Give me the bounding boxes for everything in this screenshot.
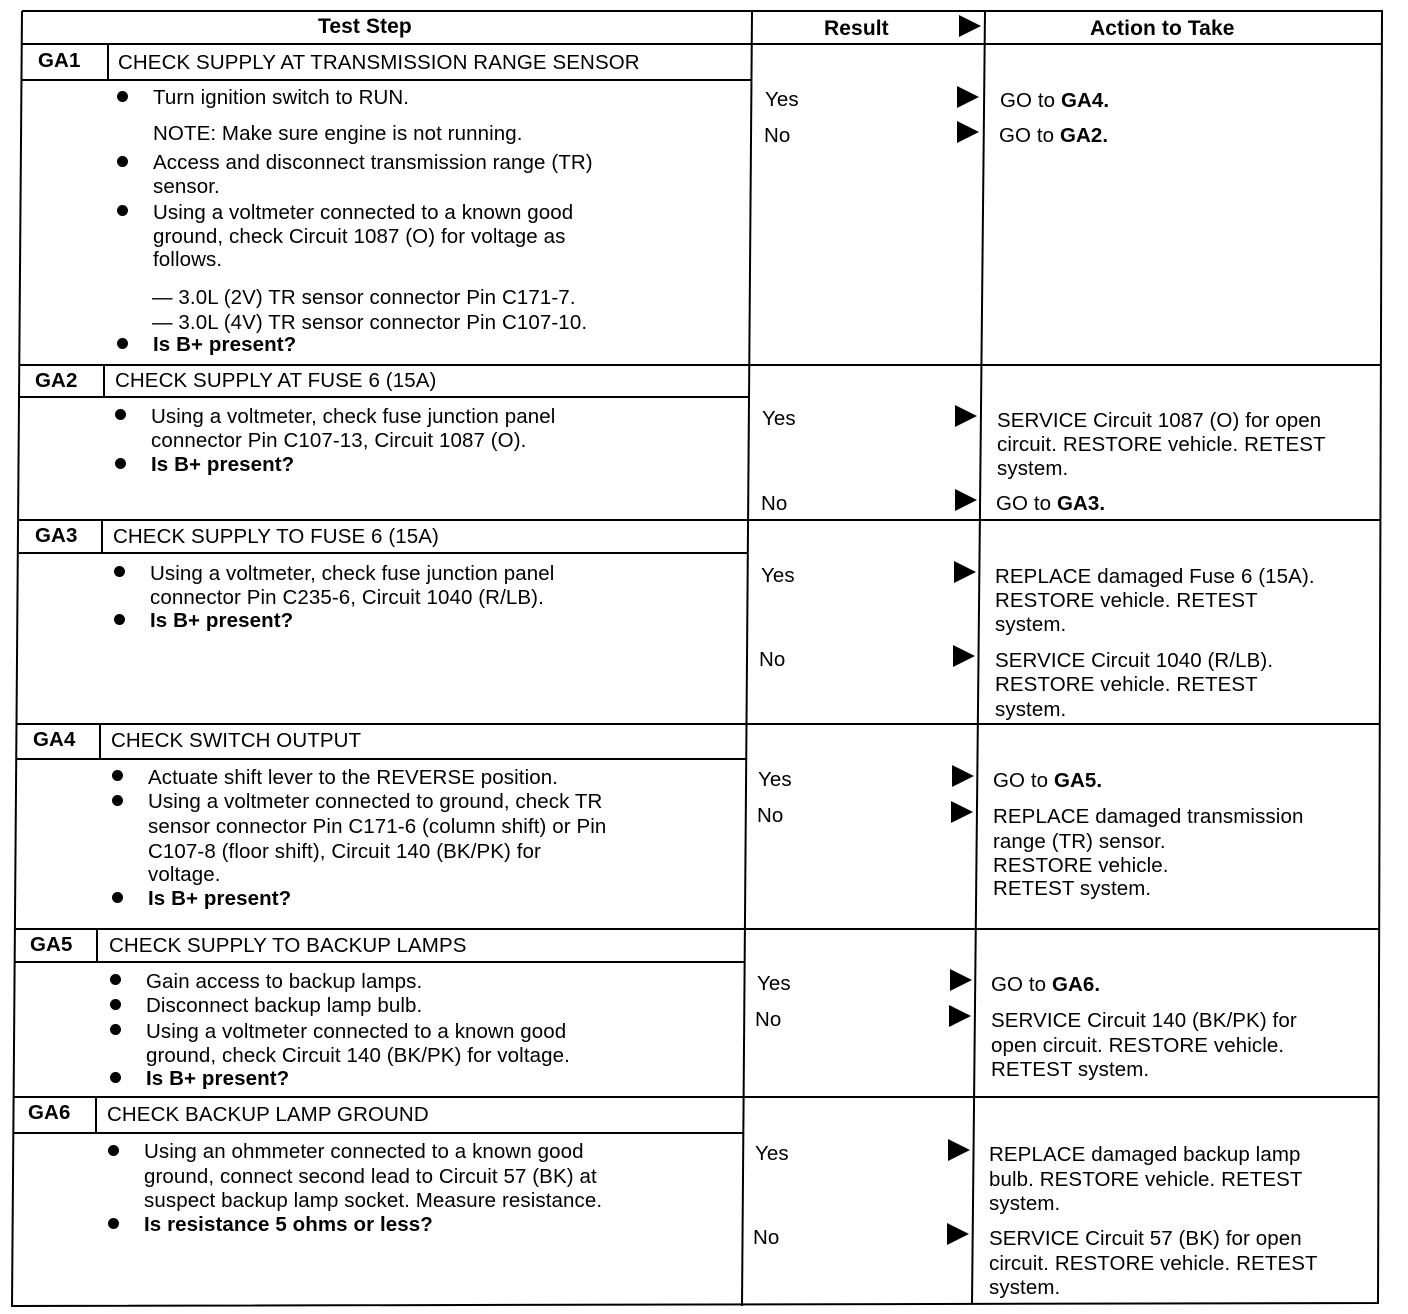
result-no: No	[753, 1226, 780, 1249]
action-line: SERVICE Circuit 1040 (R/LB).	[995, 649, 1274, 672]
step-id: GA5	[30, 933, 73, 956]
action-line: system.	[989, 1276, 1061, 1299]
result-yes: Yes	[757, 972, 791, 995]
step-id: GA6	[28, 1101, 71, 1124]
step-line: Using a voltmeter, check fuse junction panel	[150, 562, 555, 585]
arrow-icon	[951, 801, 973, 823]
step-subitem: — 3.0L (4V) TR sensor connector Pin C107-10.	[152, 311, 588, 334]
bullet-icon	[114, 566, 125, 577]
action-text: GO to GA3.	[996, 492, 1106, 515]
step-line: Using an ohmmeter connected to a known good	[144, 1140, 584, 1163]
result-yes: Yes	[765, 88, 799, 111]
step-question: Is B+ present?	[150, 609, 294, 632]
bullet-icon	[112, 770, 123, 781]
step-line: Using a voltmeter connected to a known good	[153, 201, 574, 224]
bullet-icon	[117, 156, 128, 167]
action-text: GO to GA6.	[991, 973, 1101, 996]
result-no: No	[759, 648, 786, 671]
arrow-icon	[955, 405, 977, 427]
bullet-icon	[110, 999, 121, 1010]
bullet-icon	[117, 91, 128, 102]
bullet-icon	[115, 458, 126, 469]
header-action: Action to Take	[1090, 17, 1235, 40]
bullet-icon	[117, 205, 128, 216]
step-line: sensor connector Pin C171-6 (column shift) or Pin	[148, 815, 607, 838]
action-line: system.	[997, 457, 1069, 480]
action-line: open circuit. RESTORE vehicle.	[991, 1034, 1285, 1057]
step-title: CHECK SUPPLY AT TRANSMISSION RANGE SENSOR	[118, 51, 640, 74]
arrow-icon	[947, 1223, 969, 1245]
action-line: RESTORE vehicle.	[993, 854, 1169, 877]
bullet-icon	[112, 795, 123, 806]
action-line: RETEST system.	[993, 877, 1152, 900]
header-test-step: Test Step	[318, 15, 412, 38]
bullet-icon	[108, 1145, 119, 1156]
bullet-icon	[110, 1072, 121, 1083]
action-line: SERVICE Circuit 140 (BK/PK) for	[991, 1009, 1297, 1032]
result-no: No	[757, 804, 784, 827]
step-id: GA1	[38, 49, 81, 72]
step-title: CHECK SUPPLY TO FUSE 6 (15A)	[113, 525, 439, 548]
step-line: Gain access to backup lamps.	[146, 970, 423, 993]
result-yes: Yes	[755, 1142, 789, 1165]
bullet-icon	[117, 338, 128, 349]
step-note: NOTE: Make sure engine is not running.	[153, 122, 523, 145]
result-no: No	[755, 1008, 782, 1031]
bullet-icon	[114, 614, 125, 625]
step-id: GA4	[33, 728, 76, 751]
header-result: Result	[824, 17, 889, 40]
arrow-icon	[949, 1005, 971, 1027]
step-title: CHECK SUPPLY TO BACKUP LAMPS	[109, 934, 467, 957]
step-line: follows.	[153, 248, 223, 271]
action-line: bulb. RESTORE vehicle. RETEST	[989, 1168, 1303, 1191]
step-line: Using a voltmeter connected to a known good	[146, 1020, 567, 1043]
step-line: ground, check Circuit 1087 (O) for voltage as	[153, 225, 566, 248]
result-no: No	[761, 492, 788, 515]
arrow-icon	[955, 489, 977, 511]
bullet-icon	[110, 974, 121, 985]
step-line: ground, connect second lead to Circuit 57 (BK) at	[144, 1165, 597, 1188]
action-line: circuit. RESTORE vehicle. RETEST	[997, 433, 1326, 456]
step-line: connector Pin C235-6, Circuit 1040 (R/LB).	[150, 586, 544, 609]
arrow-icon	[948, 1139, 970, 1161]
step-question: Is resistance 5 ohms or less?	[144, 1213, 433, 1236]
step-line: connector Pin C107-13, Circuit 1087 (O).	[151, 429, 527, 452]
step-line: suspect backup lamp socket. Measure resistance.	[144, 1189, 603, 1212]
step-line: Actuate shift lever to the REVERSE position.	[148, 766, 559, 789]
action-line: RESTORE vehicle. RETEST	[995, 673, 1258, 696]
bullet-icon	[112, 892, 123, 903]
step-line: Using a voltmeter, check fuse junction panel	[151, 405, 556, 428]
step-question: Is B+ present?	[151, 453, 295, 476]
action-line: SERVICE Circuit 1087 (O) for open	[997, 409, 1322, 432]
arrow-icon	[959, 15, 981, 37]
step-question: Is B+ present?	[148, 887, 292, 910]
bullet-icon	[110, 1024, 121, 1035]
step-id: GA3	[35, 524, 78, 547]
step-line: C107-8 (floor shift), Circuit 140 (BK/PK) for	[148, 840, 541, 863]
action-text: GO to GA4.	[1000, 89, 1110, 112]
step-subitem: — 3.0L (2V) TR sensor connector Pin C171-7.	[152, 286, 576, 309]
result-yes: Yes	[761, 564, 795, 587]
arrow-icon	[953, 645, 975, 667]
arrow-icon	[950, 969, 972, 991]
action-line: system.	[989, 1192, 1061, 1215]
result-yes: Yes	[762, 407, 796, 430]
step-line: sensor.	[153, 175, 220, 198]
arrow-icon	[954, 561, 976, 583]
step-title: CHECK BACKUP LAMP GROUND	[107, 1103, 429, 1126]
result-yes: Yes	[758, 768, 792, 791]
step-line: Disconnect backup lamp bulb.	[146, 994, 423, 1017]
action-line: REPLACE damaged transmission	[993, 805, 1304, 828]
action-line: REPLACE damaged Fuse 6 (15A).	[995, 565, 1315, 588]
action-line: range (TR) sensor.	[993, 830, 1166, 853]
step-line: ground, check Circuit 140 (BK/PK) for voltage.	[146, 1044, 570, 1067]
step-line: Access and disconnect transmission range (TR)	[153, 151, 593, 174]
action-line: SERVICE Circuit 57 (BK) for open	[989, 1227, 1302, 1250]
action-line: system.	[995, 698, 1067, 721]
action-line: RESTORE vehicle. RETEST	[995, 589, 1258, 612]
arrow-icon	[957, 121, 979, 143]
action-line: REPLACE damaged backup lamp	[989, 1143, 1301, 1166]
result-no: No	[764, 124, 791, 147]
action-line: circuit. RESTORE vehicle. RETEST	[989, 1252, 1318, 1275]
bullet-icon	[115, 409, 126, 420]
step-id: GA2	[35, 369, 78, 392]
step-title: CHECK SWITCH OUTPUT	[111, 729, 362, 752]
step-title: CHECK SUPPLY AT FUSE 6 (15A)	[115, 369, 437, 392]
action-text: GO to GA2.	[999, 124, 1109, 147]
action-text: GO to GA5.	[993, 769, 1103, 792]
step-line: Using a voltmeter connected to ground, check TR	[148, 790, 603, 813]
bullet-icon	[108, 1218, 119, 1229]
action-line: RETEST system.	[991, 1058, 1150, 1081]
step-line: voltage.	[148, 863, 221, 886]
step-line: Turn ignition switch to RUN.	[153, 86, 410, 109]
step-question: Is B+ present?	[146, 1067, 290, 1090]
arrow-icon	[952, 765, 974, 787]
action-line: system.	[995, 613, 1067, 636]
arrow-icon	[957, 86, 979, 108]
step-question: Is B+ present?	[153, 333, 297, 356]
